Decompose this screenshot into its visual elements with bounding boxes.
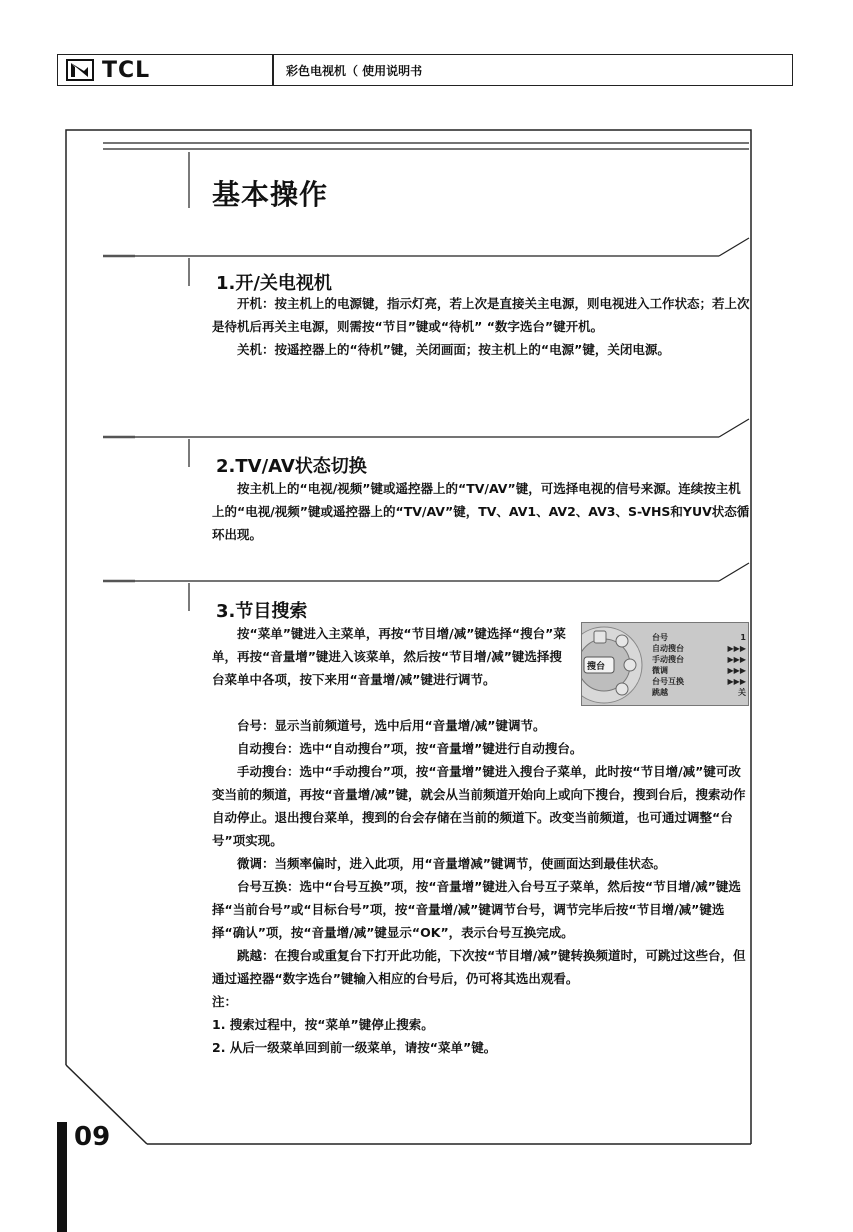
section-1-paragraph: 开机：按主机上的电源键，指示灯亮，若上次是直接关主电源，则电视进入工作状态；若上次是待机后再关主电源，则需按“节目”键或“待机” “数字选台”键开机。 <box>212 296 750 334</box>
section-3-paragraph: 自动搜台：选中“自动搜台”项，按“音量增”键进行自动搜台。 <box>237 741 583 756</box>
menu-row: 自动搜台 ▶▶▶ <box>652 644 746 653</box>
document-title: 彩色电视机（ 使用说明书 <box>286 64 423 78</box>
menu-row: 手动搜台 ▶▶▶ <box>652 655 746 664</box>
brand-name: TCL <box>102 57 151 83</box>
note-item: 2. 从后一级菜单回到前一级菜单，请按“菜单”键。 <box>212 1040 497 1055</box>
note-item: 1. 搜索过程中，按“菜单”键停止搜索。 <box>212 1017 434 1032</box>
section-3-paragraph: 跳越：在搜台或重复台下打开此功能，下次按“节目增/减”键转换频道时，可跳过这些台，但通过遥控器“数字选台”键输入相应的台号后，仍可将其选出观看。 <box>212 948 746 986</box>
section-2-paragraph: 按主机上的“电视/视频”键或遥控器上的“TV/AV”键，可选择电视的信号来源。连续按主机上的“电视/视频”键或遥控器上的“TV/AV”键，TV、AV1、AV2、AV3、S-VHS和YUV状态循环出现。 <box>212 481 750 542</box>
section-2-body <box>212 477 752 546</box>
section-1-body <box>212 292 752 361</box>
section-3-heading: 3.节目搜索 <box>216 601 308 622</box>
menu-tab-label: 搜台 <box>587 662 606 672</box>
section-3-intro: 按“菜单”键进入主菜单，再按“节目增/减”键选择“搜台”菜单，再按“音量增”键进入该菜单，然后按“节目增/减”键选择搜台菜单中各项，按下来用“音量增/减”键进行调节。 <box>212 626 566 687</box>
section-3-paragraph: 手动搜台：选中“手动搜台”项，按“音量增”键进入搜台子菜单，此时按“节目增/减”键可改变当前的频道，再按“音量增/减”键，就会从当前频道开始向上或向下搜台，搜到台后，搜索动作自动停止。退出搜台菜单，搜到的台会存储在当前的频道下。改变当前频道，也可通过调整“台号”项实现。 <box>212 764 746 848</box>
section-3-body <box>212 714 752 1059</box>
section-1-paragraph: 关机：按遥控器上的“待机”键，关闭画面；按主机上的“电源”键，关闭电源。 <box>237 342 670 357</box>
section-1-heading: 1.开/关电视机 <box>216 273 332 294</box>
page-side-bar <box>57 1122 67 1232</box>
menu-row: 跳越 关 <box>652 688 746 697</box>
page-number: 09 <box>74 1122 111 1152</box>
section-3-paragraph: 台号互换：选中“台号互换”项，按“音量增”键进入台号互子菜单，然后按“节目增/减”键选择“当前台号”或“目标台号”项，按“音量增/减”键调节台号，调节完毕后按“节目增/减”键选择“确认”项，按“音量增/减”键显示“OK”，表示台号互换完成。 <box>212 879 741 940</box>
note-label: 注： <box>212 994 238 1009</box>
section-3-paragraph: 台号：显示当前频道号，选中后用“音量增/减”键调节。 <box>237 718 546 733</box>
page-title: 基本操作 <box>212 178 329 211</box>
section-2-heading: 2.TV/AV状态切换 <box>216 456 367 477</box>
section-3-paragraph: 微调：当频率偏时，进入此项，用“音量增减”键调节，使画面达到最佳状态。 <box>237 856 666 871</box>
menu-row: 台号互换 ▶▶▶ <box>652 677 746 686</box>
menu-row: 微调 ▶▶▶ <box>652 666 746 675</box>
menu-item-list <box>652 632 746 698</box>
menu-row: 台号 1 <box>652 633 746 642</box>
search-menu-screenshot <box>581 622 749 706</box>
